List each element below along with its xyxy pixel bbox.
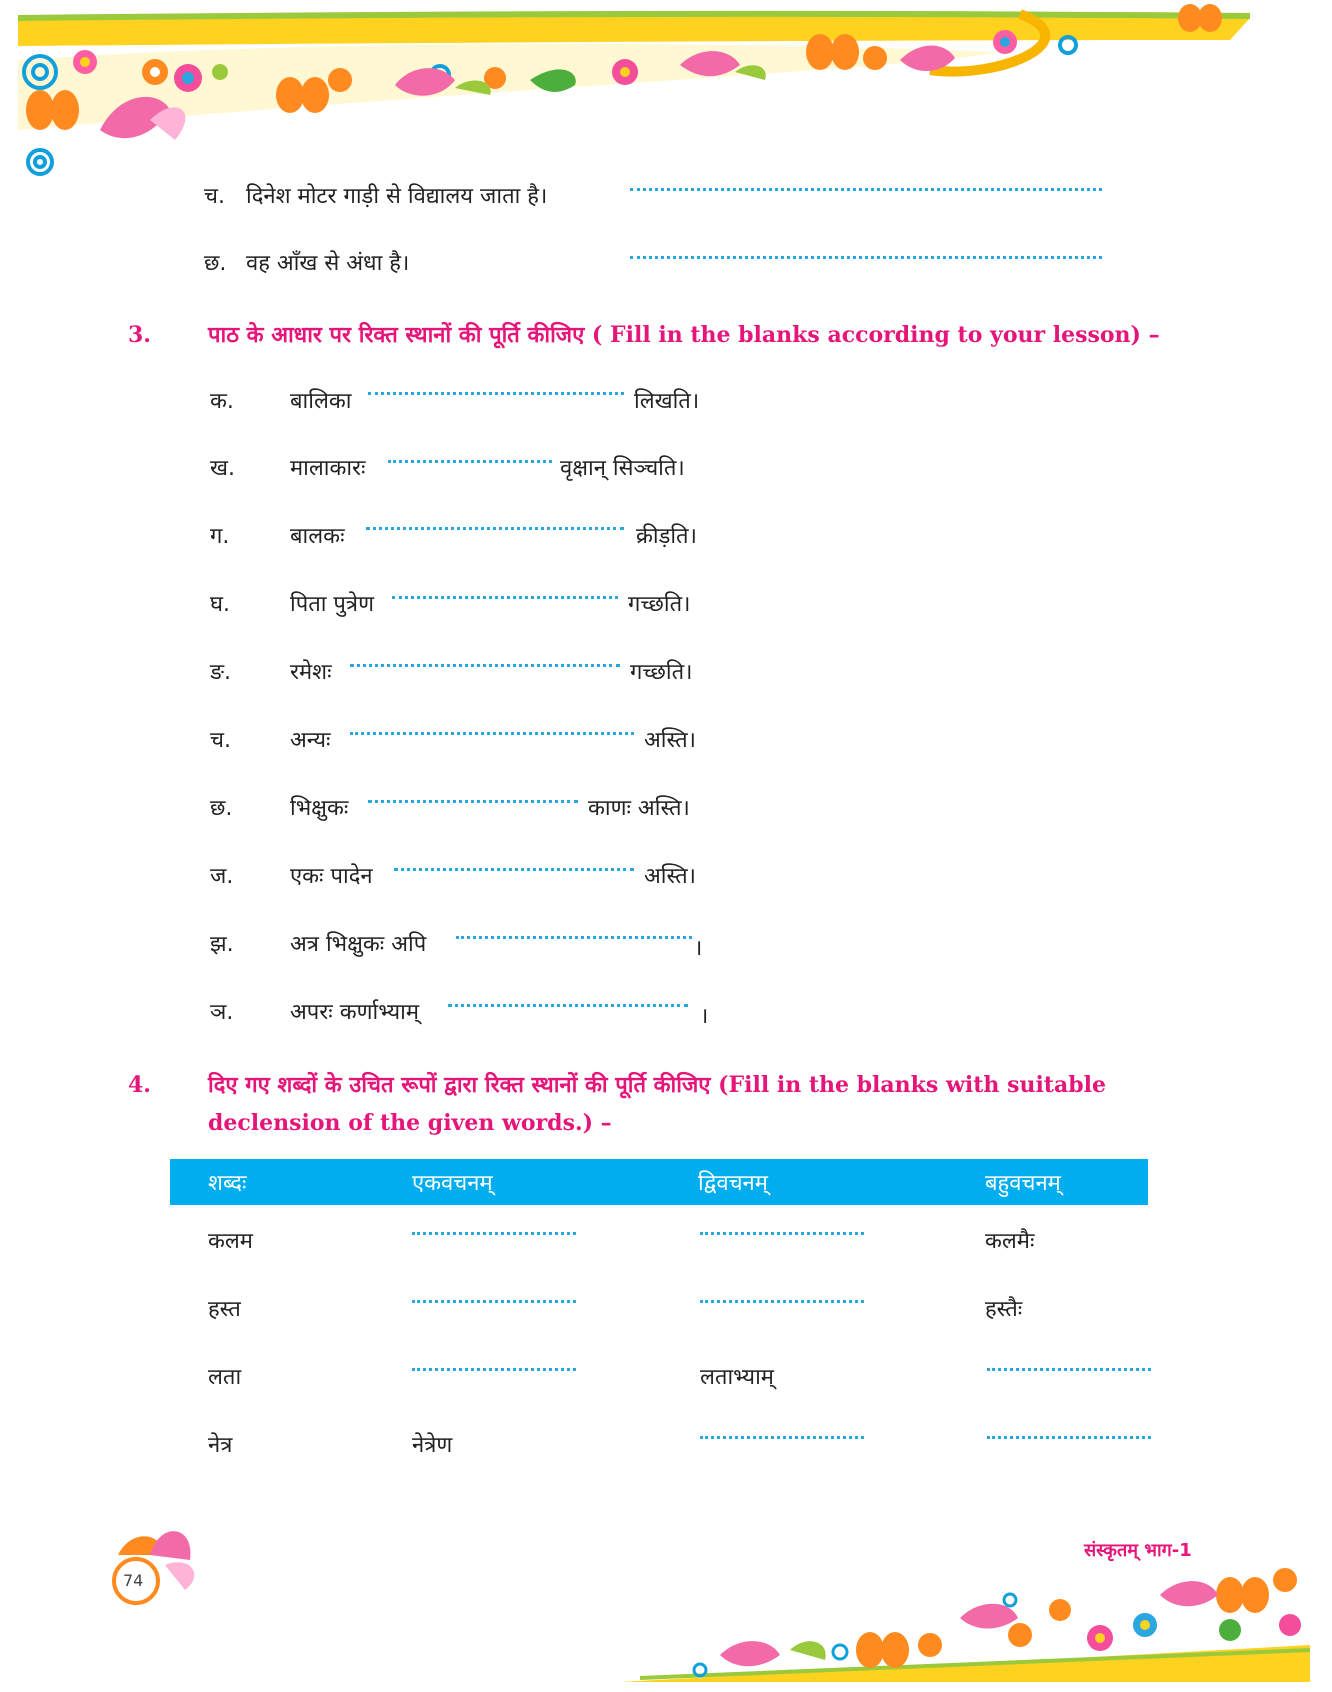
table-header-cell: बहुवचनम् [985,1171,1061,1196]
table-cell-value: लताभ्याम् [700,1365,774,1390]
page-number: 74 [123,1571,144,1590]
question-4-number: 4. [128,1072,151,1098]
q3-item-marker: क. [210,389,234,414]
answer-blank[interactable] [394,868,634,871]
q3-item-marker: ग. [210,524,230,549]
q3-item-marker: झ. [210,932,234,957]
question-4-title-line1: दिए गए शब्दों के उचित रूपों द्वारा रिक्त स्थानों की पूर्ति कीजिए (Fill in the blanks with suitable [208,1072,1106,1098]
q3-item-before: एकः पादेन [290,864,373,889]
question-3-number: 3. [128,322,151,348]
q3-item-before: पिता पुत्रेण [290,592,374,617]
q3-item-after: अस्ति। [644,864,696,889]
table-cell-value: कलमैः [985,1229,1035,1254]
q3-item-before: बालिका [290,389,352,414]
answer-blank[interactable] [388,460,552,463]
q3-item-after: लिखति। [634,389,700,414]
footer-decoration [0,1500,1332,1692]
answer-blank[interactable] [392,596,618,599]
answer-blank[interactable] [987,1436,1151,1439]
page-number-flower-icon [114,1531,194,1603]
table-cell-value: नेत्रेण [412,1433,453,1458]
q3-item-marker: छ. [210,796,233,821]
continued-item-marker: छ. [204,251,227,276]
q3-item-after: गच्छति। [630,660,693,685]
q3-item-after: अस्ति। [644,728,696,753]
answer-blank[interactable] [448,1004,688,1007]
q3-item-after: वृक्षान् सिञ्चति। [560,456,685,481]
q3-item-after: । [700,1004,709,1029]
q3-item-after: । [694,936,703,961]
answer-blank[interactable] [366,527,624,530]
q3-item-marker: ज. [210,864,234,889]
table-cell-word: हस्त [208,1297,241,1322]
table-cell-word: कलम [208,1229,253,1254]
q3-item-before: भिक्षुकः [290,796,349,821]
answer-blank[interactable] [700,1300,864,1303]
q3-item-before: अत्र भिक्षुकः अपि [290,932,427,957]
q3-item-before: अपरः कर्णाभ्याम् [290,1000,420,1025]
table-cell-value: हस्तैः [985,1297,1023,1322]
q3-item-before: रमेशः [290,660,332,685]
table-header-cell: द्विवचनम् [698,1171,768,1196]
answer-blank[interactable] [368,800,578,803]
answer-blank[interactable] [350,664,620,667]
q3-item-marker: ख. [210,456,235,481]
q3-item-after: क्रीड़ति। [636,524,697,549]
table-cell-word: नेत्र [208,1433,233,1458]
declension-table-header [170,1159,1148,1205]
q3-item-after: काणः अस्ति। [588,796,690,821]
q3-item-marker: ञ. [210,1000,234,1025]
q3-item-before: मालाकारः [290,456,366,481]
answer-blank[interactable] [700,1232,864,1235]
q3-item-marker: च. [210,728,231,753]
continued-item-text: वह आँख से अंधा है। [246,251,410,276]
q3-item-marker: घ. [210,592,230,617]
answer-blank[interactable] [987,1368,1151,1371]
answer-blank[interactable] [700,1436,864,1439]
answer-blank[interactable] [412,1232,576,1235]
table-header-cell: एकवचनम् [412,1171,493,1196]
answer-blank[interactable] [456,936,692,939]
answer-blank[interactable] [630,256,1102,259]
q3-item-before: अन्यः [290,728,331,753]
answer-blank[interactable] [630,188,1102,191]
continued-item-text: दिनेश मोटर गाड़ी से विद्यालय जाता है। [246,184,548,209]
answer-blank[interactable] [412,1300,576,1303]
question-3-title: पाठ के आधार पर रिक्त स्थानों की पूर्ति कीजिए ( Fill in the blanks according to your lesson) – [208,322,1160,348]
question-4-title-line2: declension of the given words.) – [208,1110,612,1136]
continued-item-marker: च. [204,184,225,209]
table-header-cell: शब्दः [208,1171,247,1196]
book-title: संस्कृतम् भाग-1 [1084,1540,1192,1561]
answer-blank[interactable] [350,732,634,735]
answer-blank[interactable] [368,392,624,395]
header-decoration [0,0,1332,185]
table-cell-word: लता [208,1365,242,1390]
q3-item-marker: ङ. [210,660,232,685]
q3-item-after: गच्छति। [628,592,691,617]
q3-item-before: बालकः [290,524,345,549]
answer-blank[interactable] [412,1368,576,1371]
